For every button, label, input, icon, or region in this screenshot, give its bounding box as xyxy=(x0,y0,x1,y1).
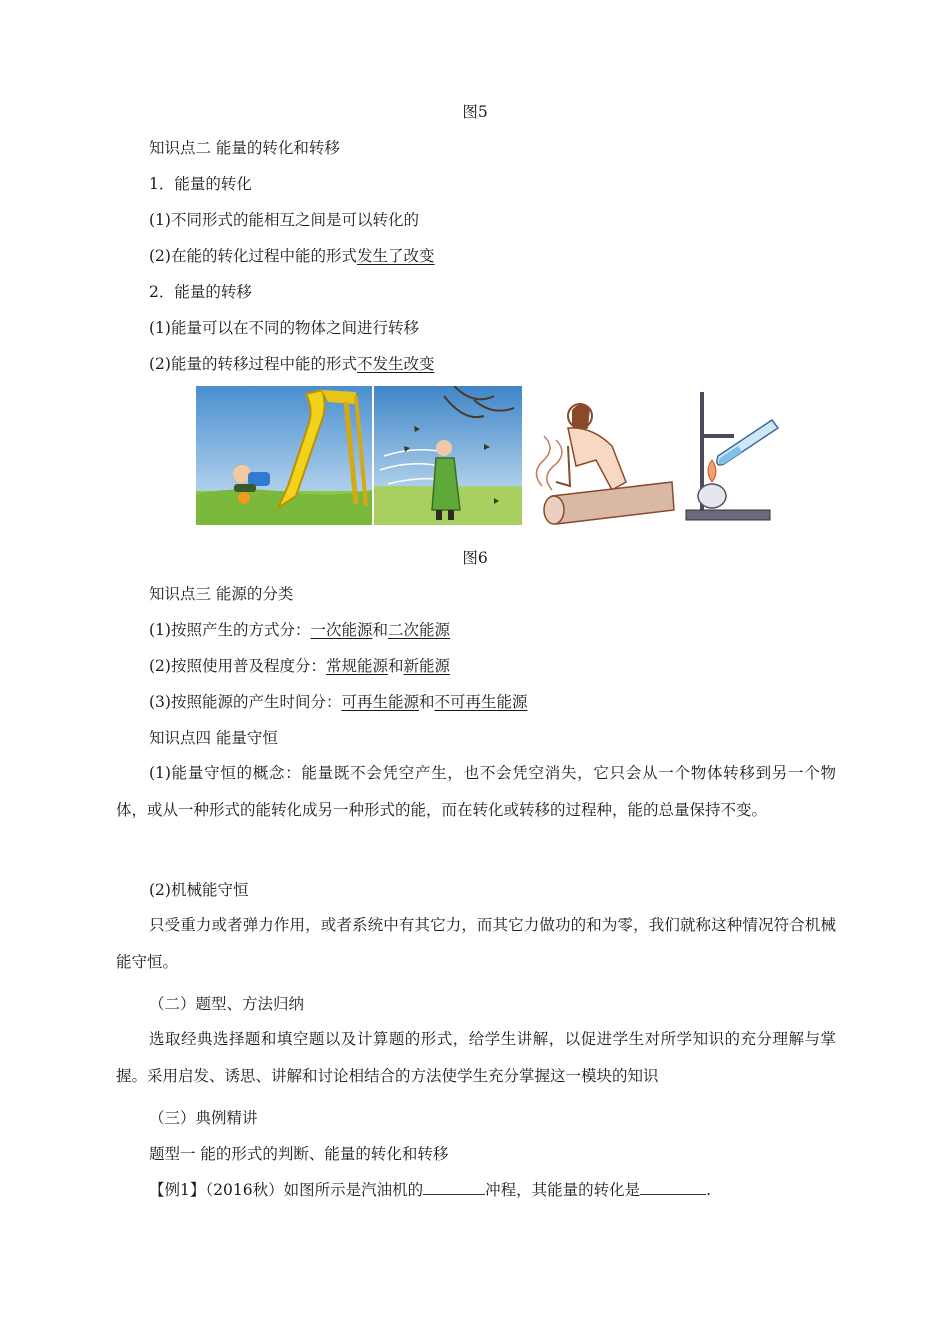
subsection-2-1-title: 1．能量的转化 xyxy=(149,175,252,193)
part-3-title: （三）典例精讲 xyxy=(149,1109,258,1127)
text-4-b-paragraph: 只受重力或者弹力作用，或者系统中有其它力，而其它力做功的和为零，我们就称这种情况符合机械能守恒。 xyxy=(116,916,836,971)
figure-5-caption: 图5 xyxy=(462,103,488,121)
text-3-c-term-1: 可再生能源 xyxy=(341,693,419,711)
example-1-label: 【例1】 xyxy=(149,1181,206,1199)
text-2-1-a: (1)不同形式的能相互之间是可以转化的 xyxy=(149,211,419,229)
text-2-1-b-underlined: 发生了改变 xyxy=(356,247,435,265)
figure-6-illustrations xyxy=(196,386,781,525)
text-3-c-prefix: (3)按照能源的产生时间分： xyxy=(149,693,342,711)
section-3-title: 知识点三 能源的分类 xyxy=(149,585,294,603)
text-2-2-b-prefix: (2)能量的转移过程中能的形式 xyxy=(149,355,357,373)
section-2-title: 知识点二 能量的转化和转移 xyxy=(149,139,340,157)
text-3-b-term-2: 新能源 xyxy=(403,657,451,675)
text-3-b-term-1: 常规能源 xyxy=(325,657,388,675)
slide-illustration xyxy=(196,386,372,525)
example-1 xyxy=(149,1180,711,1200)
text-3-c-and: 和 xyxy=(418,693,435,711)
text-3-a-and: 和 xyxy=(372,621,388,639)
text-3-a-term-2: 二次能源 xyxy=(388,621,451,639)
example-1-text-2: 冲程，其能量的转化是 xyxy=(485,1181,641,1199)
type-1-title: 题型一 能的形式的判断、能量的转化和转移 xyxy=(149,1145,449,1163)
text-2-1-b-prefix: (2)在能的转化过程中能的形式 xyxy=(149,247,357,265)
subsection-2-2-title: 2．能量的转移 xyxy=(149,283,252,301)
text-2-2-b xyxy=(149,354,434,374)
text-3-b-and: 和 xyxy=(387,657,404,675)
example-1-year: （2016秋） xyxy=(205,1181,284,1199)
test-tube-heating-illustration xyxy=(682,386,781,525)
answer-blank-2[interactable] xyxy=(640,1180,706,1195)
text-3-c-term-2: 不可再生能源 xyxy=(434,693,528,711)
part-2-title: （二）题型、方法归纳 xyxy=(149,995,305,1013)
text-2-2-a: (1)能量可以在不同的物体之间进行转移 xyxy=(149,319,419,337)
text-3-a-prefix: (1)按照产生的方式分： xyxy=(149,621,311,639)
answer-blank-1[interactable] xyxy=(423,1180,485,1195)
text-3-c xyxy=(149,692,528,712)
text-3-b-prefix: (2)按照使用普及程度分： xyxy=(149,657,326,675)
fire-friction-illustration xyxy=(522,386,682,525)
text-4-b-title: (2)机械能守恒 xyxy=(149,881,249,899)
text-3-b xyxy=(149,656,450,676)
text-2-2-b-underlined: 不发生改变 xyxy=(356,355,435,373)
text-2-1-b xyxy=(149,246,434,266)
figure-6-caption: 图6 xyxy=(462,549,488,567)
wind-illustration xyxy=(374,386,522,525)
part-2-paragraph: 选取经典选择题和填空题以及计算题的形式，给学生讲解，以促进学生对所学知识的充分理解与掌握。采用启发、诱思、讲解和讨论相结合的方法使学生充分掌握这一模块的知识 xyxy=(116,1030,836,1085)
text-4-a-paragraph: (1)能量守恒的概念：能量既不会凭空产生，也不会凭空消失，它只会从一个物体转移到另一个物体，或从一种形式的能转化成另一种形式的能，而在转化或转移的过程种，能的总量保持不变。 xyxy=(116,764,836,819)
section-4-title: 知识点四 能量守恒 xyxy=(149,729,278,747)
text-3-a xyxy=(149,620,450,640)
example-1-text-1: 如图所示是汽油机的 xyxy=(283,1181,424,1199)
text-3-a-term-1: 一次能源 xyxy=(310,621,373,639)
example-1-end: . xyxy=(706,1181,712,1199)
